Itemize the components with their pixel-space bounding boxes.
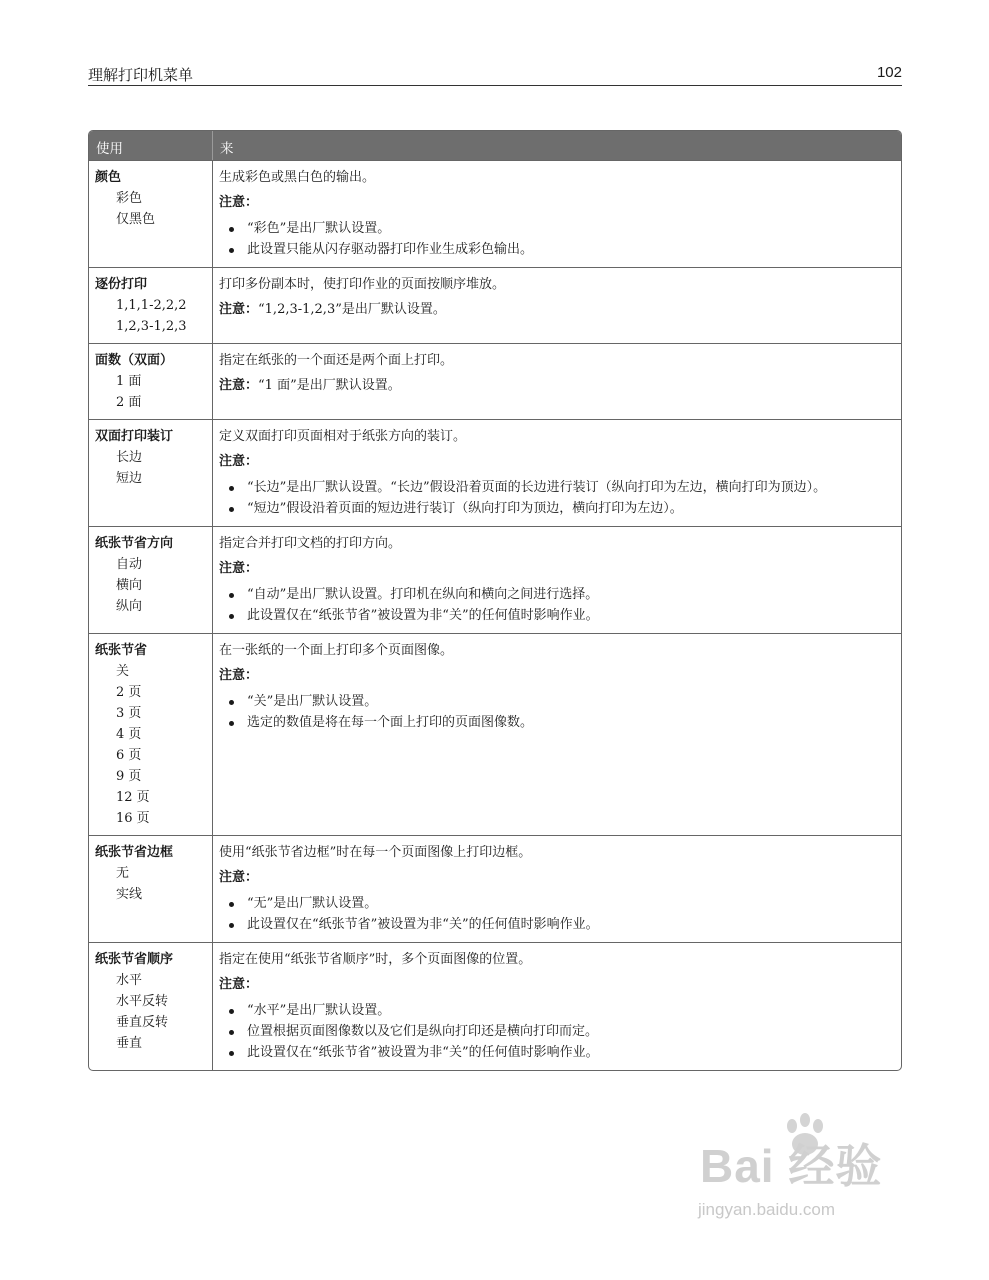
note-bullet-list [219, 894, 893, 936]
menu-item-title: 颜色 [95, 170, 122, 185]
bullet-text: 选定的数值是将在每一个面上打印的页面图像数。 [247, 715, 534, 730]
bullet-icon [229, 593, 234, 598]
menu-item-option: 12 页 [116, 790, 150, 805]
bullet-text: “长边”是出厂默认设置。“长边”假设沿着页面的长边进行装订（纵向打印为左边，横向打印为顶边）。 [247, 480, 827, 495]
menu-item-option: 1 面 [116, 374, 142, 389]
menu-item-option: 4 页 [116, 727, 142, 742]
table-row [89, 942, 901, 1070]
list-item [219, 915, 893, 936]
list-item [219, 692, 893, 713]
bullet-text: “短边”假设沿着页面的短边进行装订（纵向打印为顶边，横向打印为左边）。 [247, 501, 683, 516]
menu-item-cell [89, 267, 213, 343]
list-item [219, 1022, 893, 1043]
bullet-text: “自动”是出厂默认设置。打印机在纵向和横向之间进行选择。 [247, 587, 599, 602]
note-bullet-list [219, 585, 893, 627]
menu-item-option: 横向 [116, 578, 143, 593]
table-row [89, 835, 901, 942]
menu-item-cell [89, 343, 213, 419]
menu-item-option: 彩色 [116, 191, 143, 206]
bullet-text: 此设置只能从闪存驱动器打印作业生成彩色输出。 [247, 242, 534, 257]
note-label: 注意： [219, 378, 259, 393]
description-cell [213, 942, 901, 1070]
bullet-text: “水平”是出厂默认设置。 [247, 1003, 391, 1018]
watermark-url: jingyan.baidu.com [698, 1200, 836, 1219]
note-text: “1,2,3‑1,2,3”是出厂默认设置。 [258, 302, 446, 317]
list-item [219, 713, 893, 734]
description-text: 打印多份副本时，使打印作业的页面按顺序堆放。 [219, 277, 506, 292]
list-item [219, 1043, 893, 1064]
column-header-to: 来 [213, 131, 901, 160]
menu-settings-table [88, 130, 902, 1071]
bullet-icon [229, 507, 234, 512]
page-number: 102 [876, 64, 902, 81]
table-row [89, 160, 901, 267]
bullet-text: 此设置仅在“纸张节省”被设置为非“关”的任何值时影响作业。 [247, 917, 599, 932]
note-label: 注意： [219, 302, 259, 317]
note-text: “1 面”是出厂默认设置。 [258, 378, 401, 393]
menu-item-title: 纸张节省顺序 [95, 952, 174, 967]
menu-item-option: 2 面 [116, 395, 142, 410]
bullet-text: 位置根据页面图像数以及它们是纵向打印还是横向打印而定。 [247, 1024, 599, 1039]
running-header [88, 62, 902, 86]
list-item [219, 219, 893, 240]
bullet-icon [229, 227, 234, 232]
menu-item-title: 纸张节省 [95, 643, 148, 658]
table-row [89, 343, 901, 419]
menu-item-option: 仅黑色 [116, 212, 156, 227]
list-item [219, 240, 893, 261]
menu-item-option: 6 页 [116, 748, 142, 763]
description-text: 在一张纸的一个面上打印多个页面图像。 [219, 643, 454, 658]
bullet-icon [229, 614, 234, 619]
menu-item-title: 逐份打印 [95, 277, 148, 292]
table-row [89, 419, 901, 526]
bullet-icon [229, 700, 234, 705]
menu-item-title: 纸张节省方向 [95, 536, 174, 551]
list-item [219, 894, 893, 915]
note-label: 注意： [219, 668, 259, 683]
list-item [219, 585, 893, 606]
note-label: 注意： [219, 454, 259, 469]
menu-item-option: 1,1,1‑2,2,2 [116, 298, 187, 313]
chapter-title: 理解打印机菜单 [88, 66, 194, 84]
menu-item-cell [89, 835, 213, 942]
bullet-icon [229, 486, 234, 491]
table-header-row [89, 131, 901, 160]
menu-item-option: 长边 [116, 450, 143, 465]
menu-item-title: 面数（双面） [95, 353, 174, 368]
note-line [219, 375, 893, 396]
description-cell [213, 343, 901, 419]
menu-item-option: 关 [116, 664, 130, 679]
list-item [219, 606, 893, 627]
bullet-icon [229, 721, 234, 726]
description-text: 定义双面打印页面相对于纸张方向的装订。 [219, 429, 467, 444]
description-cell [213, 633, 901, 835]
menu-item-option: 短边 [116, 471, 143, 486]
table-row [89, 633, 901, 835]
menu-item-cell [89, 633, 213, 835]
list-item [219, 499, 893, 520]
note-label: 注意： [219, 561, 259, 576]
watermark [660, 1130, 940, 1230]
list-item [219, 1001, 893, 1022]
note-label: 注意： [219, 977, 259, 992]
list-item [219, 478, 893, 499]
menu-item-cell [89, 526, 213, 633]
menu-item-option: 纵向 [116, 599, 143, 614]
menu-item-option: 2 页 [116, 685, 142, 700]
note-label: 注意： [219, 870, 259, 885]
table-row [89, 526, 901, 633]
bullet-icon [229, 1030, 234, 1035]
column-header-use: 使用 [89, 131, 213, 160]
note-bullet-list [219, 478, 893, 520]
menu-item-option: 垂直反转 [116, 1015, 169, 1030]
menu-item-cell [89, 942, 213, 1070]
table-row [89, 267, 901, 343]
menu-item-option: 水平反转 [116, 994, 169, 1009]
description-cell [213, 419, 901, 526]
bullet-icon [229, 923, 234, 928]
bullet-text: “彩色”是出厂默认设置。 [247, 221, 391, 236]
menu-item-option: 实线 [116, 887, 143, 902]
menu-item-option: 水平 [116, 973, 143, 988]
bullet-icon [229, 1009, 234, 1014]
menu-item-option: 3 页 [116, 706, 142, 721]
note-bullet-list [219, 692, 893, 734]
description-cell [213, 835, 901, 942]
description-text: 指定在纸张的一个面还是两个面上打印。 [219, 353, 454, 368]
bullet-text: “关”是出厂默认设置。 [247, 694, 378, 709]
menu-item-cell [89, 160, 213, 267]
description-cell [213, 267, 901, 343]
bullet-text: 此设置仅在“纸张节省”被设置为非“关”的任何值时影响作业。 [247, 608, 599, 623]
note-bullet-list [219, 1001, 893, 1064]
bullet-text: 此设置仅在“纸张节省”被设置为非“关”的任何值时影响作业。 [247, 1045, 599, 1060]
description-text: 指定在使用“纸张节省顺序”时，多个页面图像的位置。 [219, 952, 532, 967]
description-text: 指定合并打印文档的打印方向。 [219, 536, 402, 551]
menu-item-option: 16 页 [116, 811, 150, 826]
note-bullet-list [219, 219, 893, 261]
menu-item-cell [89, 419, 213, 526]
bullet-icon [229, 248, 234, 253]
note-line [219, 299, 893, 320]
bullet-icon [229, 1051, 234, 1056]
menu-item-title: 双面打印装订 [95, 429, 174, 444]
description-text: 使用“纸张节省边框”时在每一个页面图像上打印边框。 [219, 845, 532, 860]
watermark-brand: Bai 经验 [700, 1140, 883, 1192]
bullet-icon [229, 902, 234, 907]
description-text: 生成彩色或黑白色的输出。 [219, 170, 376, 185]
note-label: 注意： [219, 195, 259, 210]
menu-item-option: 1,2,3‑1,2,3 [116, 319, 187, 334]
menu-item-option: 9 页 [116, 769, 142, 784]
table-body [89, 160, 901, 1070]
menu-item-title: 纸张节省边框 [95, 845, 174, 860]
menu-item-option: 无 [116, 866, 130, 881]
description-cell [213, 160, 901, 267]
description-cell [213, 526, 901, 633]
bullet-text: “无”是出厂默认设置。 [247, 896, 378, 911]
menu-item-option: 自动 [116, 557, 143, 572]
menu-item-option: 垂直 [116, 1036, 143, 1051]
